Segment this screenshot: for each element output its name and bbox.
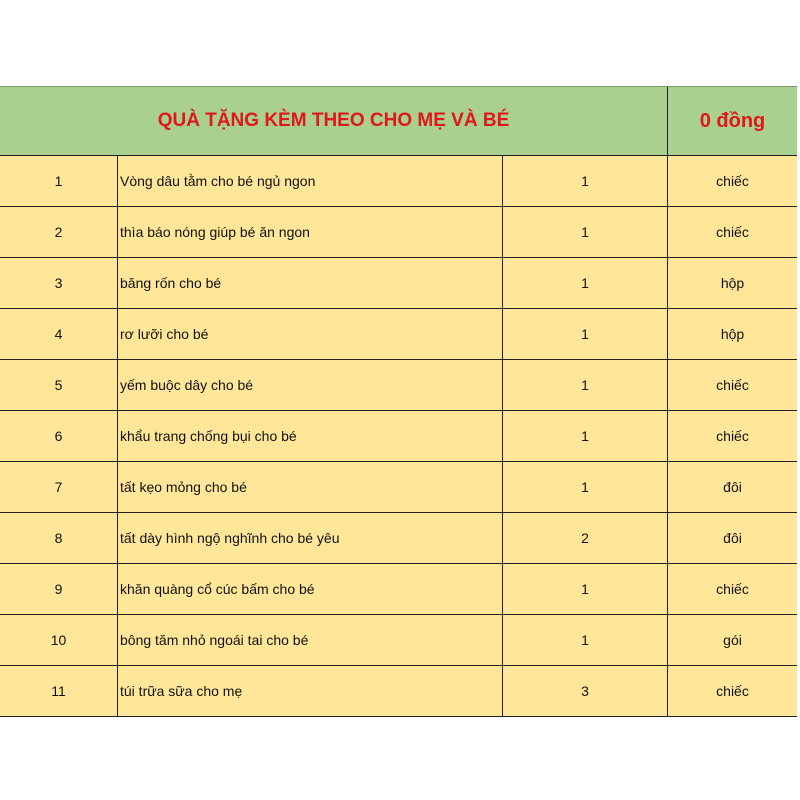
table-row	[0, 666, 797, 717]
item-unit: gói	[723, 632, 742, 648]
table-row	[0, 360, 797, 411]
row-index: 2	[0, 207, 118, 257]
table-row	[0, 462, 797, 513]
item-quantity: 1	[503, 411, 668, 461]
table-row	[0, 513, 797, 564]
item-unit: hộp	[720, 326, 745, 342]
item-unit: đôi	[723, 479, 742, 495]
item-name: túi trữa sữa cho mẹ	[118, 666, 503, 716]
item-unit: chiếc	[716, 683, 749, 699]
table-row	[0, 411, 797, 462]
table-title: QUÀ TẶNG KÈM THEO CHO MẸ VÀ BÉ	[0, 87, 668, 155]
row-index: 6	[0, 411, 118, 461]
row-index: 11	[0, 666, 118, 716]
row-index: 3	[0, 258, 118, 308]
row-index: 5	[0, 360, 118, 410]
item-name: thìa báo nóng giúp bé ăn ngon	[118, 207, 503, 257]
table-row	[0, 615, 797, 666]
item-unit: hộp	[720, 275, 745, 291]
price-label: 0 đồng	[699, 109, 766, 132]
item-name: rơ lưỡi cho bé	[118, 309, 503, 359]
row-index: 10	[0, 615, 118, 665]
item-unit: chiếc	[716, 428, 749, 444]
table-row	[0, 207, 797, 258]
item-unit: đôi	[723, 530, 742, 546]
table-row	[0, 258, 797, 309]
row-index: 1	[0, 156, 118, 206]
item-quantity: 1	[503, 564, 668, 614]
item-quantity: 1	[503, 462, 668, 512]
item-quantity: 3	[503, 666, 668, 716]
item-quantity: 1	[503, 258, 668, 308]
table-header	[0, 86, 797, 156]
item-unit: chiếc	[716, 581, 749, 597]
item-name: tất kẹo mỏng cho bé	[118, 462, 503, 512]
row-index: 7	[0, 462, 118, 512]
item-name: bông tăm nhỏ ngoái tai cho bé	[118, 615, 503, 665]
item-quantity: 1	[503, 207, 668, 257]
item-name: băng rốn cho bé	[118, 258, 503, 308]
item-quantity: 1	[503, 360, 668, 410]
item-quantity: 1	[503, 156, 668, 206]
item-quantity: 2	[503, 513, 668, 563]
item-name: yếm buộc dây cho bé	[118, 360, 503, 410]
row-index: 8	[0, 513, 118, 563]
item-name: tất dày hình ngộ nghĩnh cho bé yêu	[118, 513, 503, 563]
item-name: khẩu trang chống bụi cho bé	[118, 411, 503, 461]
table-row	[0, 156, 797, 207]
item-unit: chiếc	[716, 377, 749, 393]
item-quantity: 1	[503, 309, 668, 359]
item-unit: chiếc	[716, 224, 749, 240]
table-body	[0, 156, 797, 717]
gift-table	[0, 86, 797, 717]
row-index: 9	[0, 564, 118, 614]
item-unit: chiếc	[716, 173, 749, 189]
row-index: 4	[0, 309, 118, 359]
table-row	[0, 564, 797, 615]
item-quantity: 1	[503, 615, 668, 665]
item-name: khăn quàng cổ cúc bấm cho bé	[118, 564, 503, 614]
table-row	[0, 309, 797, 360]
item-name: Vòng dâu tằm cho bé ngủ ngon	[118, 156, 503, 206]
